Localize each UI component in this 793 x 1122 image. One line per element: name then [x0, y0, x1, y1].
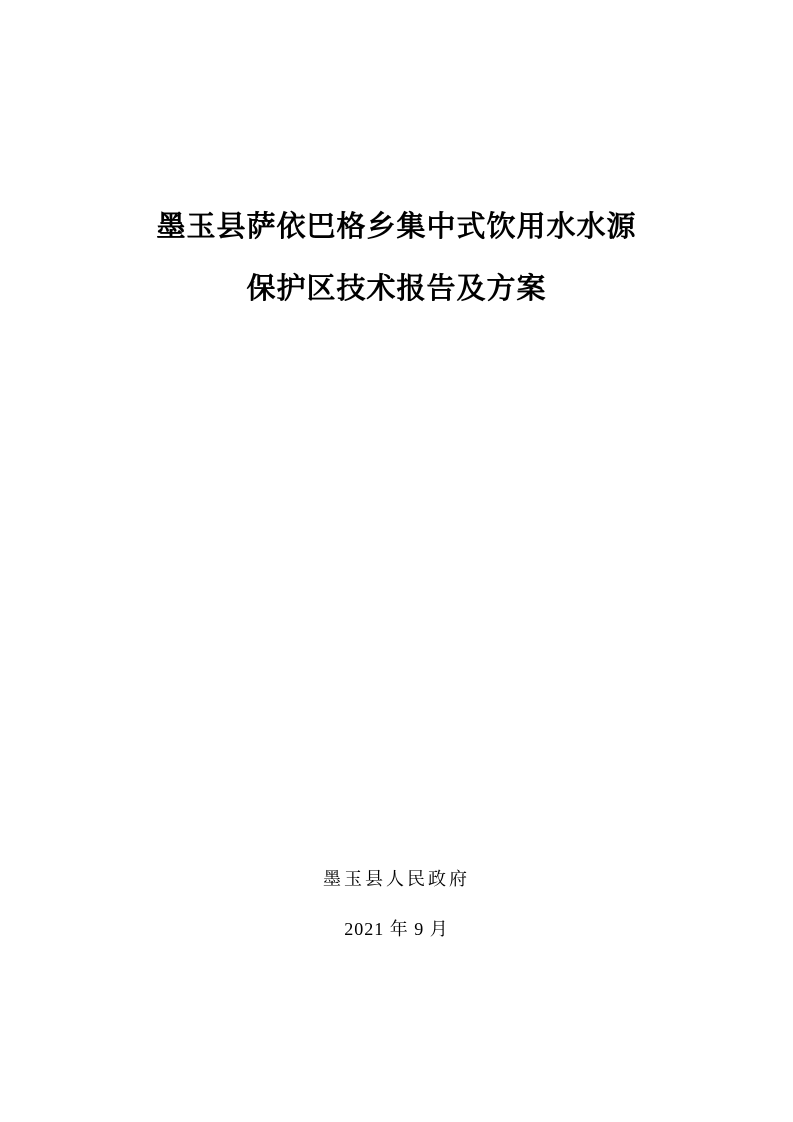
cover-title-line-1: 墨玉县萨依巴格乡集中式饮用水水源 — [156, 211, 637, 243]
cover-title — [0, 196, 793, 320]
issuing-authority: 墨玉县人民政府 — [323, 869, 470, 889]
cover-title-line-2: 保护区技术报告及方案 — [246, 273, 547, 305]
document-date: 2021 年 9 月 — [344, 919, 449, 939]
cover-footer — [0, 862, 793, 946]
